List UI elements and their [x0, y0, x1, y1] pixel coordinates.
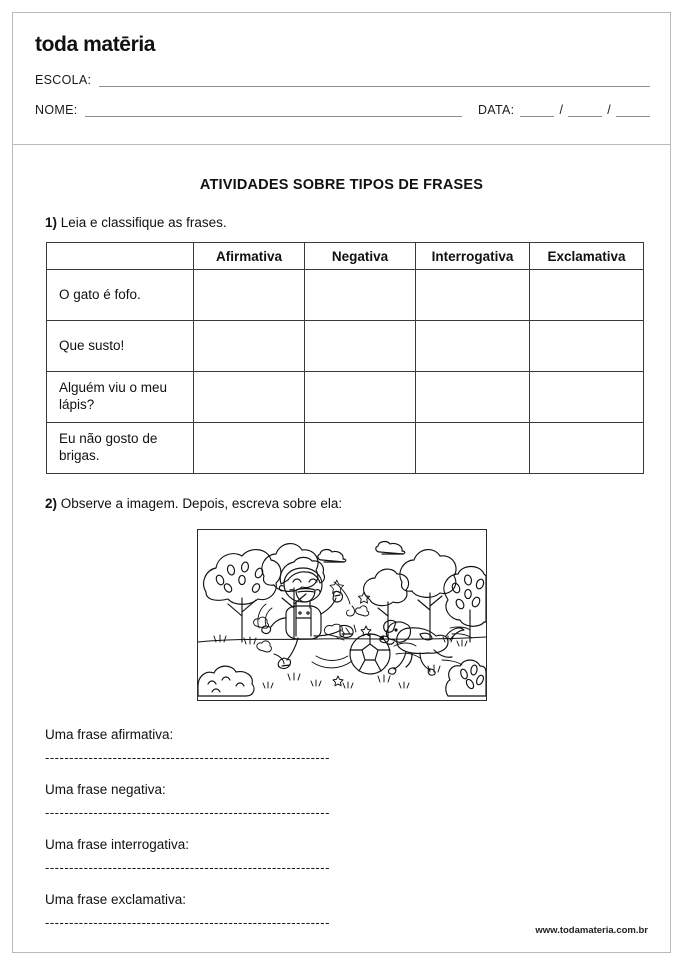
- answer-cell-negativa[interactable]: [305, 321, 416, 372]
- phrase-cell: O gato é fofo.: [47, 270, 194, 321]
- table-header-exclamativa: Exclamativa: [530, 243, 644, 270]
- question-2-prompt: [45, 496, 670, 511]
- answer-cell-afirmativa[interactable]: [194, 270, 305, 321]
- classification-table: [46, 242, 644, 474]
- date-separator-2: /: [607, 103, 611, 117]
- answer-cell-interrogativa[interactable]: [416, 423, 530, 474]
- question-2-text: Observe a imagem. Depois, escreva sobre ela:: [57, 496, 343, 511]
- table-row: [47, 372, 644, 423]
- date-year-blank[interactable]: [616, 105, 650, 117]
- table-row: [47, 321, 644, 372]
- question-1-number: 1): [45, 215, 58, 230]
- table-row: [47, 423, 644, 474]
- prompt-label-exclamativa: Uma frase exclamativa:: [45, 892, 187, 907]
- answer-line-exclamativa[interactable]: -----------------------------------------------------------: [45, 915, 330, 930]
- answer-cell-afirmativa[interactable]: [194, 423, 305, 474]
- answer-line-negativa[interactable]: -----------------------------------------------------------: [45, 805, 330, 820]
- answer-cell-afirmativa[interactable]: [194, 372, 305, 423]
- answer-cell-exclamativa[interactable]: [530, 423, 644, 474]
- answer-cell-afirmativa[interactable]: [194, 321, 305, 372]
- answer-cell-exclamativa[interactable]: [530, 321, 644, 372]
- prompt-label-negativa: Uma frase negativa:: [45, 782, 166, 797]
- answer-cell-exclamativa[interactable]: [530, 372, 644, 423]
- date-day-blank[interactable]: [520, 105, 554, 117]
- question-1-prompt: [45, 215, 670, 230]
- question-2-number: 2): [45, 496, 58, 511]
- worksheet-header: [13, 13, 670, 145]
- answer-cell-interrogativa[interactable]: [416, 321, 530, 372]
- prompt-label-interrogativa: Uma frase interrogativa:: [45, 837, 190, 852]
- answer-cell-negativa[interactable]: [305, 270, 416, 321]
- date-field-group: [462, 103, 650, 117]
- answer-cell-negativa[interactable]: [305, 372, 416, 423]
- name-label: NOME:: [35, 103, 78, 117]
- table-header-row: [47, 243, 644, 270]
- table-header-blank: [47, 243, 194, 270]
- question-1-text: Leia e classifique as frases.: [57, 215, 227, 230]
- brand-logo: toda matēria: [35, 33, 156, 56]
- date-label: DATA:: [477, 103, 515, 117]
- phrase-cell: Alguém viu o meu lápis?: [47, 372, 194, 423]
- answer-prompts: [45, 727, 645, 931]
- table-header-interrogativa: Interrogativa: [416, 243, 530, 270]
- date-separator-1: /: [559, 103, 564, 117]
- footer-url: www.todamateria.com.br: [535, 925, 648, 936]
- answer-line-interrogativa[interactable]: -----------------------------------------------------------: [45, 860, 330, 875]
- name-date-field-row: [35, 103, 650, 117]
- table-row: [47, 270, 644, 321]
- worksheet-content: [13, 145, 670, 947]
- page-title: ATIVIDADES SOBRE TIPOS DE FRASES: [199, 177, 484, 193]
- table-header-afirmativa: Afirmativa: [194, 243, 305, 270]
- date-month-blank[interactable]: [568, 105, 602, 117]
- prompt-label-afirmativa: Uma frase afirmativa:: [45, 727, 174, 742]
- phrase-cell: Eu não gosto de brigas.: [47, 423, 194, 474]
- illustration-wrapper: [13, 529, 670, 705]
- answer-cell-negativa[interactable]: [305, 423, 416, 474]
- name-input-line[interactable]: [85, 105, 461, 117]
- answer-cell-interrogativa[interactable]: [416, 270, 530, 321]
- answer-cell-exclamativa[interactable]: [530, 270, 644, 321]
- school-field-row: [35, 73, 650, 87]
- answer-line-afirmativa[interactable]: -----------------------------------------------------------: [45, 750, 330, 765]
- school-label: ESCOLA:: [35, 73, 92, 87]
- answer-cell-interrogativa[interactable]: [416, 372, 530, 423]
- park-scene-illustration: [197, 529, 487, 701]
- table-header-negativa: Negativa: [305, 243, 416, 270]
- school-input-line[interactable]: [99, 75, 650, 87]
- phrase-cell: Que susto!: [47, 321, 194, 372]
- worksheet-page: [12, 12, 671, 953]
